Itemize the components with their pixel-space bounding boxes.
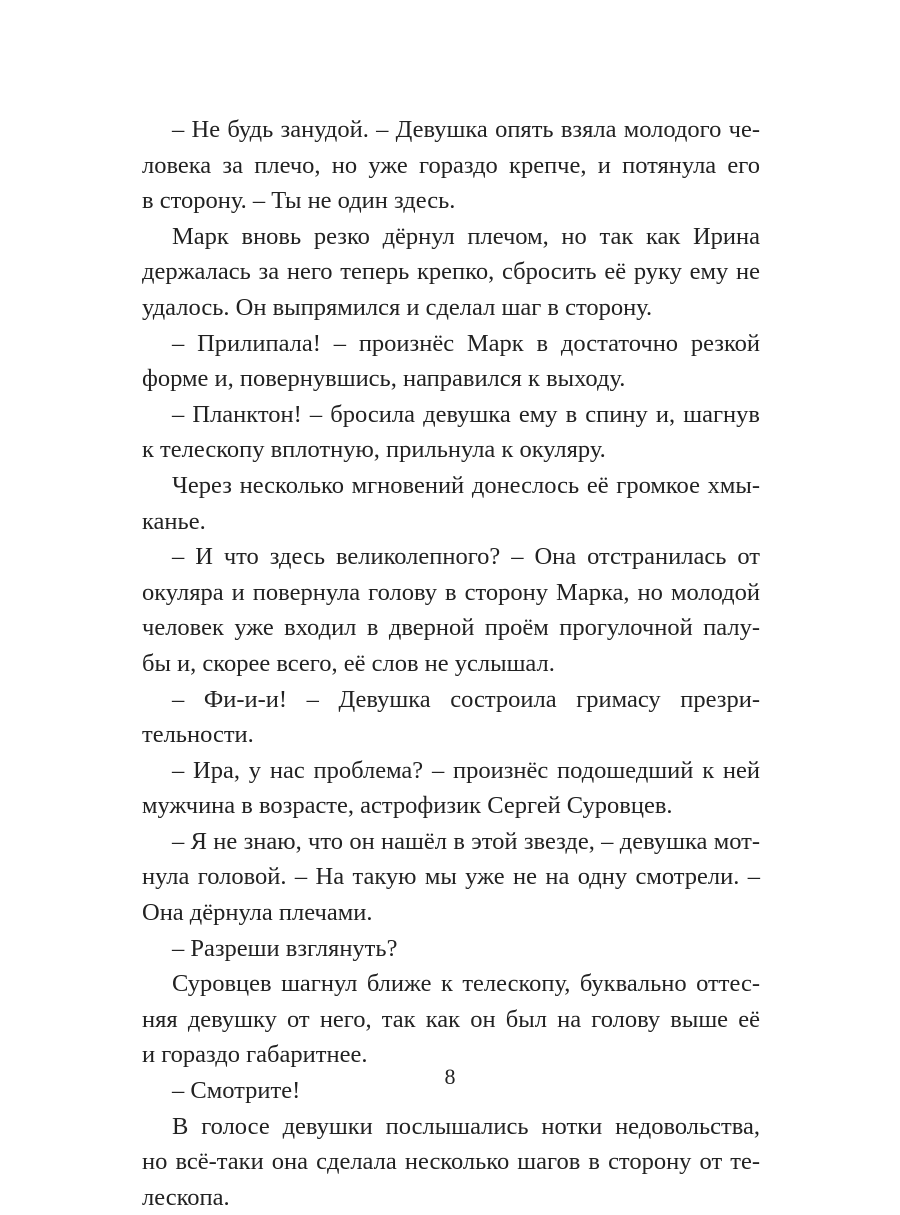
text-line: в сторону. – Ты не один здесь. xyxy=(142,187,456,215)
text-line: Через несколько мгновений донеслось её громкое хмы- xyxy=(172,471,760,499)
text-line: нула головой. – На такую мы уже не на одну смотрели. – xyxy=(142,863,760,891)
text-line: – Прилипала! – произнёс Марк в достаточно резкой xyxy=(172,329,760,357)
text-line: но всё-таки она сделала несколько шагов в сторону от те- xyxy=(142,1148,760,1176)
text-line: держалась за него теперь крепко, сбросить её руку ему не xyxy=(142,258,760,286)
text-line: – Я не знаю, что он нашёл в этой звезде, – девушка мот- xyxy=(172,827,760,855)
text-line: к телескопу вплотную, прильнула к окуляру. xyxy=(142,436,606,464)
text-line: – И что здесь великолепного? – Она отстранилась от xyxy=(172,543,760,571)
text-line: – Смотрите! xyxy=(172,1077,301,1105)
text-line: мужчина в возрасте, астрофизик Сергей Суровцев. xyxy=(142,792,673,820)
text-line: – Фи-и-и! – Девушка состроила гримасу презри- xyxy=(172,685,760,713)
text-line: и гораздо габаритнее. xyxy=(142,1041,368,1069)
text-line: ловека за плечо, но уже гораздо крепче, и потянула его xyxy=(142,151,760,179)
text-line: – Разреши взглянуть? xyxy=(172,934,398,962)
page-number: 8 xyxy=(444,1064,456,1089)
text-line: форме и, повернувшись, направился к выходу. xyxy=(142,365,626,393)
text-line: окуляра и повернула голову в сторону Марка, но молодой xyxy=(142,578,760,606)
text-line: канье. xyxy=(142,507,206,535)
body-text xyxy=(142,112,760,1215)
text-line: – Не будь занудой. – Девушка опять взяла молодого че- xyxy=(172,116,760,143)
text-line: – Ира, у нас проблема? – произнёс подошедший к ней xyxy=(172,756,760,784)
text-line: бы и, скорее всего, её слов не услышал. xyxy=(142,649,555,677)
text-line: Суровцев шагнул ближе к телескопу, буквально оттес- xyxy=(172,970,760,998)
text-line: Марк вновь резко дёрнул плечом, но так как Ирина xyxy=(172,222,760,250)
text-line: Она дёрнула плечами. xyxy=(142,899,373,927)
text-line: – Планктон! – бросила девушка ему в спину и, шагнув xyxy=(172,400,760,428)
text-line: В голосе девушки послышались нотки недовольства, xyxy=(172,1112,760,1140)
text-line: лескопа. xyxy=(142,1183,230,1211)
text-line: тельности. xyxy=(142,721,254,749)
text-line: удалось. Он выпрямился и сделал шаг в сторону. xyxy=(142,293,653,321)
text-line: человек уже входил в дверной проём прогулочной палу- xyxy=(142,614,760,642)
text-line: няя девушку от него, так как он был на голову выше её xyxy=(142,1005,760,1033)
